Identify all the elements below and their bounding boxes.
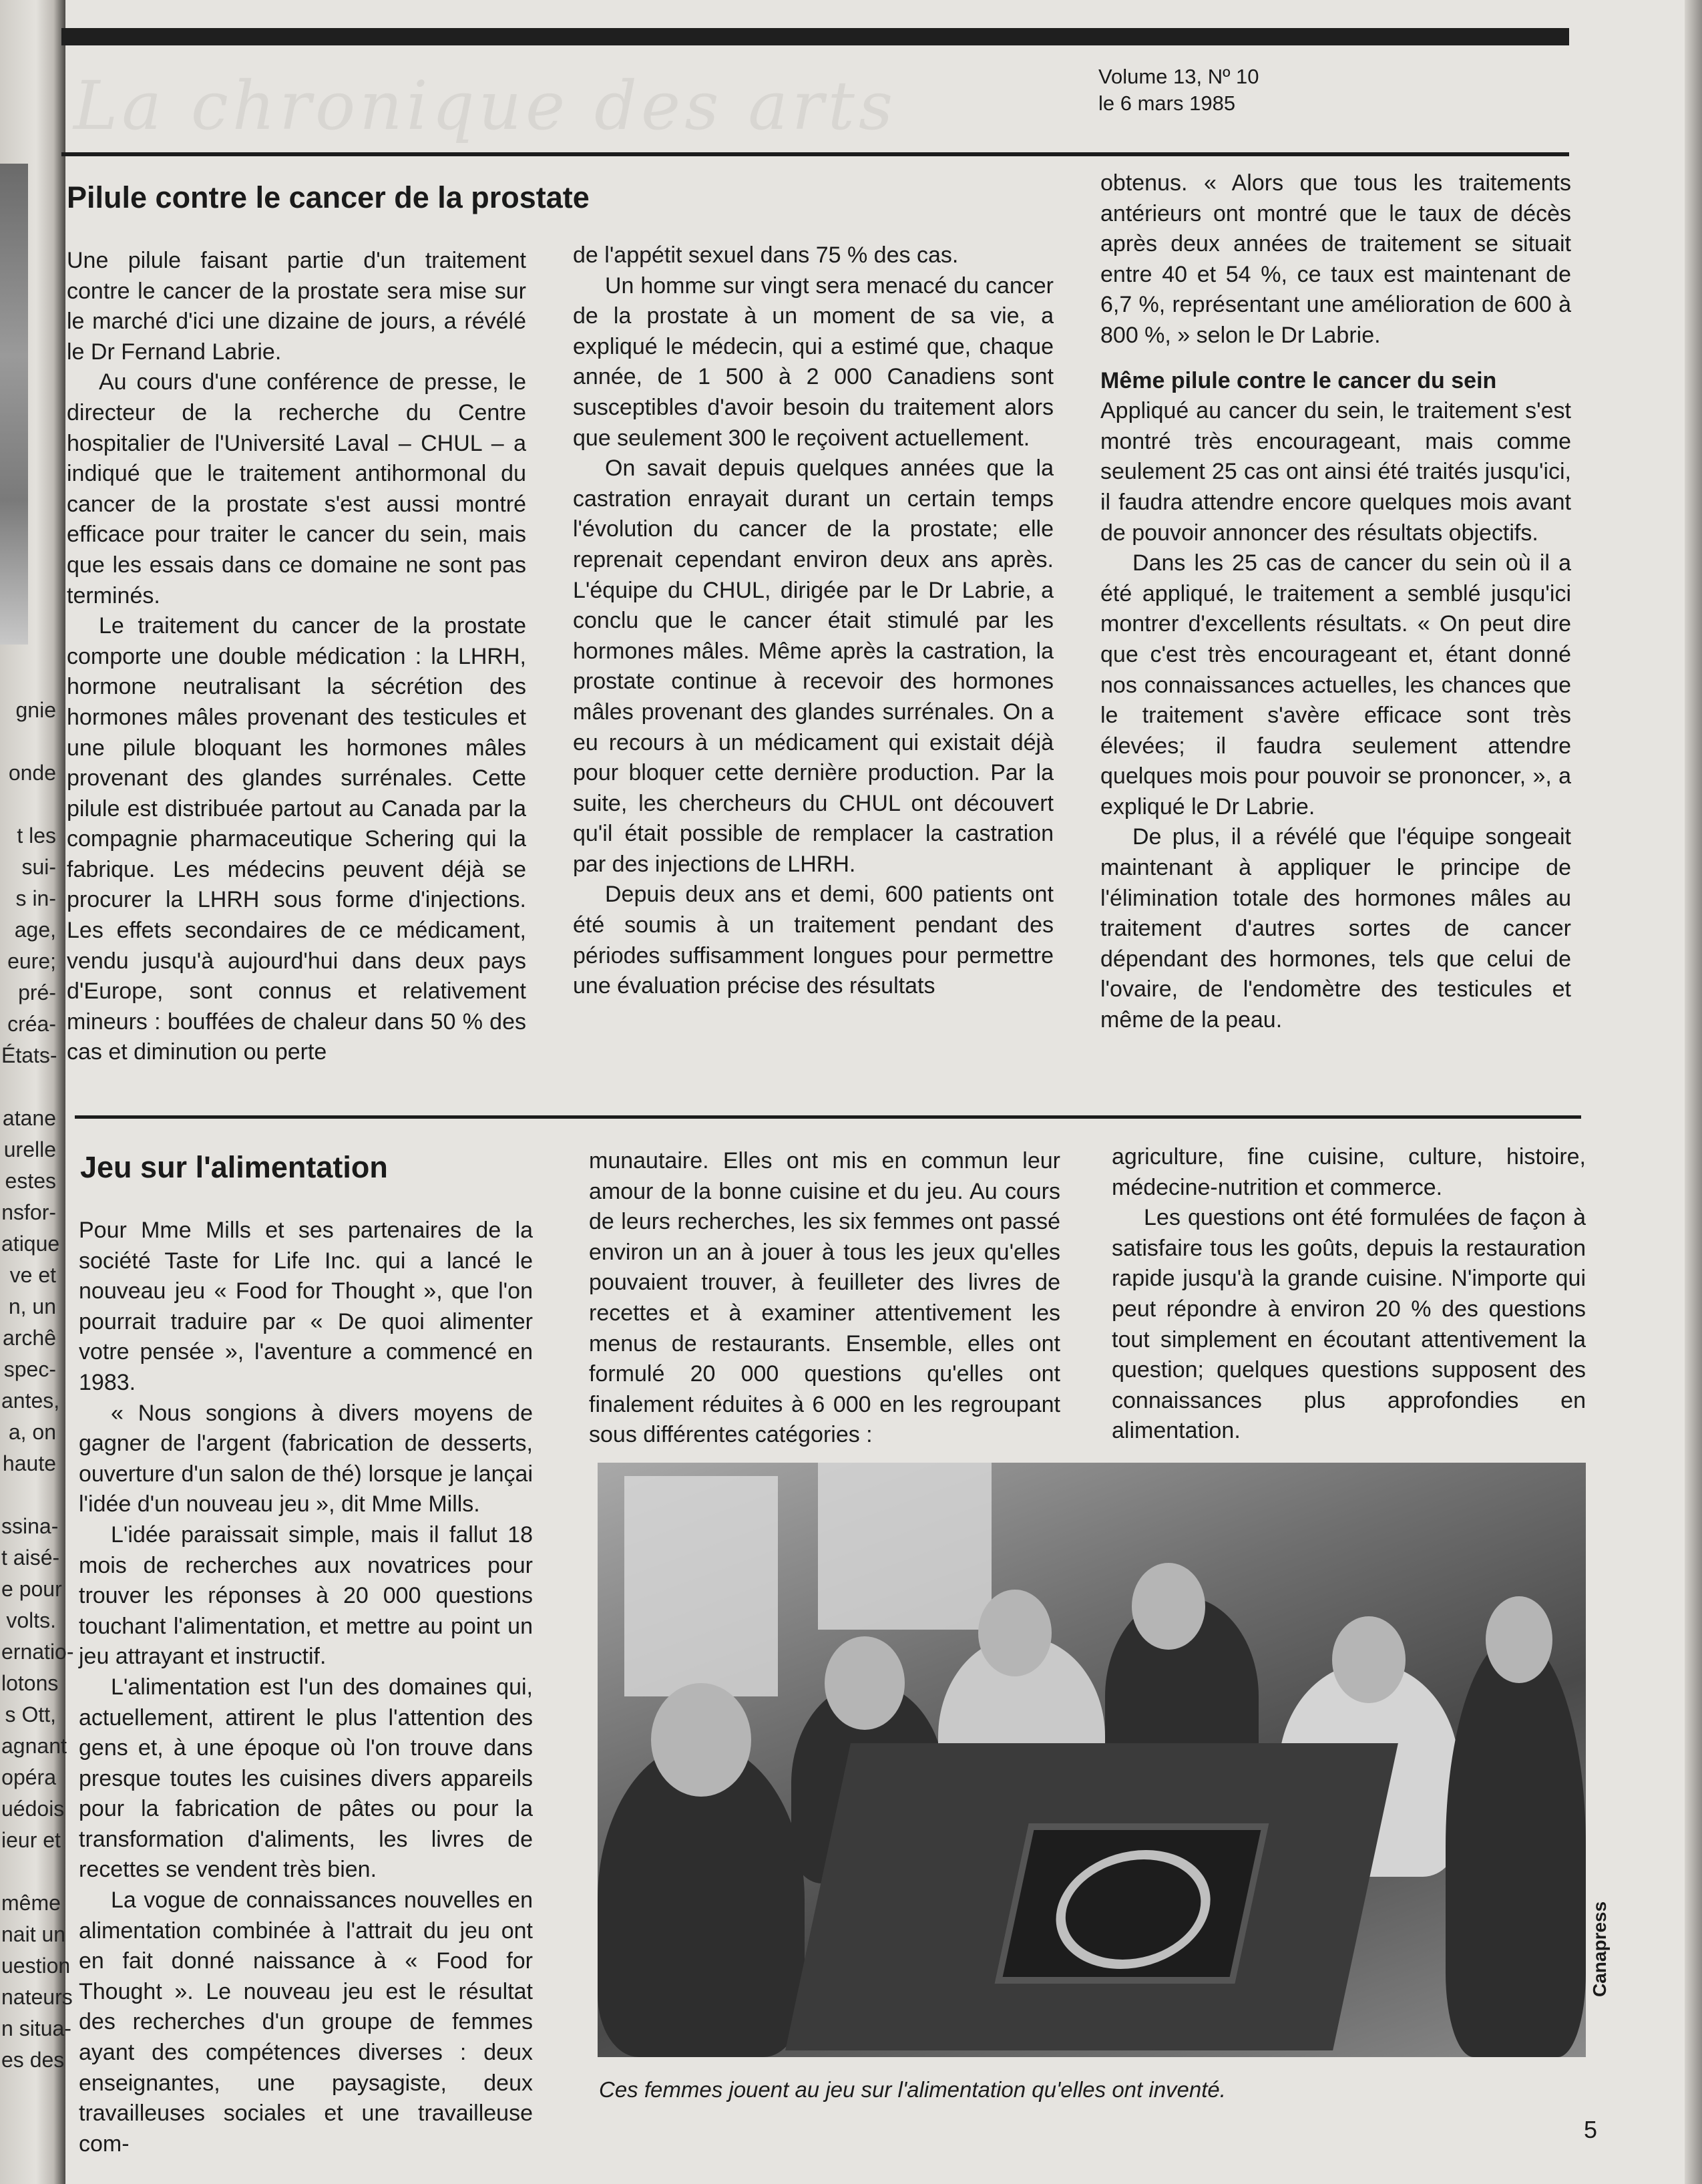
- paragraph: Les questions ont été formulées de façon à satisfaire tous les goûts, depuis la restauration rapide jusqu'à la grande cuisine. N'importe qui peut répondre à environ 20 % des questions tout simplement en écoutant attentivement la question; quelques questions supposent des connaissances plus approfondies en alimentation.: [1112, 1205, 1586, 1444]
- paragraph: Dans les 25 cas de cancer du sein où il a été appliqué, le traitement a semblé jusqu'ici montrer d'excellents résultats. « On peut dire que c'est très encourageant et, étant donné nos connaissances actuelles, les chances que le traitement s'avère efficace sont très élevées; il faudra seulement attendre quelques mois pour pouvoir se prononcer, », a expliqué le Dr Labrie.: [1100, 550, 1571, 820]
- photo-person-head: [825, 1636, 905, 1730]
- previous-page-photo: [0, 164, 28, 645]
- previous-page-text-fragment: n, un: [8, 1294, 56, 1318]
- paragraph: de l'appétit sexuel dans 75 % des cas.: [573, 242, 959, 268]
- photo-person-head: [651, 1683, 751, 1797]
- previous-page-text-fragment: age,: [14, 918, 56, 942]
- header-rule: [61, 152, 1569, 156]
- previous-page-text-fragment: uestion: [1, 1954, 71, 1978]
- photo-person-head: [1132, 1563, 1205, 1650]
- subheading-breast-cancer: Même pilule contre le cancer du sein: [1100, 367, 1497, 393]
- page-number: 5: [1584, 2116, 1598, 2143]
- photo-window: [624, 1476, 778, 1696]
- previous-page-text-fragment: nait un: [1, 1922, 66, 1946]
- previous-page-text-fragment: spec-: [3, 1357, 56, 1381]
- photo-person: [1446, 1636, 1586, 2057]
- article1-column-3: [1100, 168, 1571, 1036]
- photo-person-head: [1486, 1596, 1552, 1683]
- previous-page-text-fragment: n situa-: [1, 2016, 71, 2040]
- paragraph: Au cours d'une conférence de presse, le directeur de la recherche du Centre hospitalier de l'Université Laval – CHUL – a indiqué que le traitement antihormonal du cancer de la prostate s'est aussi montré efficace pour traiter le cancer du sein, mais que les essais dans ce domaine ne sont pas terminés.: [67, 369, 526, 608]
- photo-person-head: [978, 1590, 1052, 1676]
- issue-number: Volume 13, Nº 10: [1098, 65, 1259, 88]
- paragraph: L'idée paraissait simple, mais il fallut 18 mois de recherches aux novatrices pour trouver les réponses à 20 000 questions touchant l'alimentation, et mettre au point un jeu attrayant et instructif.: [79, 1521, 533, 1670]
- previous-page-text-fragment: sui-: [21, 855, 56, 879]
- previous-page-text-fragment: pré-: [18, 980, 56, 1005]
- issue-date: le 6 mars 1985: [1098, 92, 1236, 115]
- issue-info: [1098, 63, 1259, 117]
- previous-page-text-fragment: uédois: [1, 1797, 65, 1821]
- previous-page-text-fragment: lotons: [1, 1671, 59, 1695]
- article-title-prostate: Pilule contre le cancer de la prostate: [67, 180, 590, 214]
- previous-page-text-fragment: s in-: [15, 886, 56, 910]
- previous-page-text-fragment: même: [1, 1891, 61, 1915]
- previous-page-text-fragment: ieur et: [1, 1828, 61, 1852]
- previous-page-text-fragment: s Ott,: [5, 1702, 56, 1726]
- previous-page-text-fragment: gnie: [15, 698, 56, 722]
- previous-page-text-fragment: ssina-: [1, 1514, 59, 1538]
- previous-page-text-fragment: opéra: [1, 1765, 56, 1789]
- previous-page-text-fragment: créa-: [7, 1012, 56, 1036]
- previous-page-text-fragment: nsfor-: [1, 1200, 56, 1224]
- previous-page-text-fragment: atane: [2, 1106, 56, 1130]
- previous-page-text-fragment: agnant: [1, 1734, 67, 1758]
- previous-page-edge: [0, 0, 74, 2184]
- previous-page-text-fragment: atique: [1, 1232, 60, 1256]
- previous-page-text-fragment: ernatio-: [1, 1640, 74, 1664]
- masthead-watermark: La chronique des arts: [73, 67, 897, 145]
- previous-page-text-fragment: a, on: [8, 1420, 56, 1444]
- header-bar: [61, 28, 1569, 45]
- previous-page-text-fragment: onde: [8, 761, 56, 785]
- paragraph: obtenus. « Alors que tous les traitements antérieurs ont montré que le taux de décès après deux années de traitement se situait entre 40 et 54 %, ce taux est maintenant de 6,7 %, représentant une amélioration de 600 à 800 %, » selon le Dr Labrie.: [1100, 170, 1571, 348]
- game-photo: [598, 1463, 1586, 2057]
- photo-person-head: [1332, 1616, 1406, 1703]
- previous-page-text-fragment: e pour: [1, 1577, 62, 1601]
- photo-window: [818, 1463, 992, 1630]
- paragraph: Appliqué au cancer du sein, le traitement s'est montré très encourageant, mais comme seulement 25 cas ont ainsi été traités jusqu'ici, il faudra attendre encore quelques mois avant de pouvoir annoncer des résultats objectifs.: [1100, 398, 1571, 546]
- paragraph: De plus, il a révélé que l'équipe songeait maintenant à appliquer le principe de l'élimination totale des hormones mâles au traitement d'autres sortes de cancer dépendant des hormones, tels que celui de l'ovaire, de l'endomètre des testicules et même de la peau.: [1100, 824, 1571, 1033]
- previous-page-text-fragment: archê: [2, 1326, 56, 1350]
- photo-game-board: [994, 1823, 1269, 1984]
- paragraph: Un homme sur vingt sera menacé du cancer de la prostate à un moment de sa vie, a expliqué le médecin, qui a estimé que, chaque année, de 1 500 à 2 000 Canadiens sont susceptibles d'avoir besoin du traitement alors que seulement 300 le reçoivent actuellement.: [573, 272, 1054, 451]
- previous-page-text-fragment: ve et: [9, 1263, 56, 1287]
- previous-page-text-fragment: urelle: [3, 1137, 56, 1161]
- paragraph: agriculture, fine cuisine, culture, histoire, médecine-nutrition et commerce.: [1112, 1144, 1586, 1200]
- photo-caption: Ces femmes jouent au jeu sur l'alimentation qu'elles ont inventé.: [599, 2077, 1226, 2102]
- previous-page-text-fragment: haute: [2, 1451, 56, 1475]
- article1-column-1: [67, 246, 526, 1068]
- article1-column-2: [573, 240, 1054, 1002]
- previous-page-text-fragment: États-: [1, 1043, 57, 1067]
- article2-column-3: [1112, 1142, 1586, 1447]
- page-edge: [1685, 0, 1702, 2184]
- previous-page-text-fragment: t aisé-: [1, 1545, 60, 1570]
- article-title-game: Jeu sur l'alimentation: [80, 1150, 388, 1184]
- paragraph: La vogue de connaissances nouvelles en alimentation combinée à l'attrait du jeu ont en fait donné naissance à « Food for Thought ». Le nouveau jeu est le résultat des recherches d'un groupe de femmes ayant des compétences diverses : deux enseignantes, une paysagiste, deux travailleuses sociales et une travailleuse com-: [79, 1887, 533, 2157]
- previous-page-text-fragment: eure;: [7, 949, 56, 973]
- paragraph: On savait depuis quelques années que la castration enrayait durant un certain temps l'évolution du cancer de la prostate; elle reprenait cependant environ deux ans après. L'équipe du CHUL, dirigée par le Dr Labrie, a conclu que le cancer était stimulé par les hormones mâles. Même après la castration, la prostate continue à recevoir des hormones mâles provenant des glandes surrénales. On a eu recours à un médicament qui existait déjà pour bloquer cette dernière production. Par la suite, les chercheurs du CHUL ont découvert qu'il était possible de remplacer la castration par des injections de LHRH.: [573, 456, 1054, 877]
- paragraph: Une pilule faisant partie d'un traitement contre le cancer de la prostate sera mise sur le marché d'ici une dizaine de jours, a révélé le Dr Fernand Labrie.: [67, 248, 526, 365]
- paragraph: Pour Mme Mills et ses partenaires de la société Taste for Life Inc. qui a lancé le nouveau jeu « Food for Thought », que l'on pourrait traduire par « De quoi alimenter votre pensée », l'aventure a commencé en 1983.: [79, 1218, 533, 1395]
- paragraph: L'alimentation est l'un des domaines qui, actuellement, attirent le plus l'attention des gens et, à une époque où l'on trouve dans presque toutes les cuisines divers appareils pour la fabrication de pâtes ou pour la transformation d'aliments, les livres de recettes se vendent très bien.: [79, 1674, 533, 1883]
- article2-column-1: [79, 1216, 533, 2159]
- paragraph: Depuis deux ans et demi, 600 patients ont été soumis à un traitement pendant des périodes suffisamment longues pour permettre une évaluation précise des résultats: [573, 882, 1054, 999]
- previous-page-text-fragment: estes: [5, 1169, 56, 1193]
- paragraph: munautaire. Elles ont mis en commun leur amour de la bonne cuisine et du jeu. Au cours de leurs recherches, les six femmes ont passé environ un an à jouer à tous les jeux qu'elles pouvaient trouver, à feuilleter des livres de recettes et à examiner attentivement les menus de restaurants. Ensemble, elles ont formulé 20 000 questions qu'elles ont finalement réduites à 6 000 en les regroupant sous différentes catégories :: [589, 1148, 1060, 1448]
- article-divider: [75, 1115, 1581, 1119]
- article2-column-2: [589, 1146, 1060, 1451]
- previous-page-text-fragment: t les: [17, 824, 56, 848]
- previous-page-text-fragment: volts.: [6, 1608, 56, 1632]
- previous-page-text-fragment: es des: [1, 2048, 65, 2072]
- previous-page-text-fragment: antes,: [1, 1389, 60, 1413]
- paragraph: « Nous songions à divers moyens de gagner de l'argent (fabrication de desserts, ouverture d'un salon de thé) lorsque je lançai l'idée d'un nouveau jeu », dit Mme Mills.: [79, 1400, 533, 1517]
- previous-page-text-fragment: nateurs: [1, 1985, 73, 2009]
- photo-credit: Canapress: [1589, 1901, 1610, 1997]
- paragraph: Le traitement du cancer de la prostate comporte une double médication : la LHRH, hormone neutralisant la sécrétion des hormones mâles provenant des testicules et une pilule bloquant les hormones mâles provenant des glandes surrénales. Cette pilule est distribuée partout au Canada par la compagnie pharmaceutique Schering qui la fabrique. Les médecins peuvent déjà se procurer la LHRH sous forme d'injections. Les effets secondaires de ce médicament, vendu jusqu'à aujourd'hui dans deux pays d'Europe, sont connus et relativement mineurs : bouffées de chaleur dans 50 % des cas et diminution ou perte: [67, 613, 526, 1065]
